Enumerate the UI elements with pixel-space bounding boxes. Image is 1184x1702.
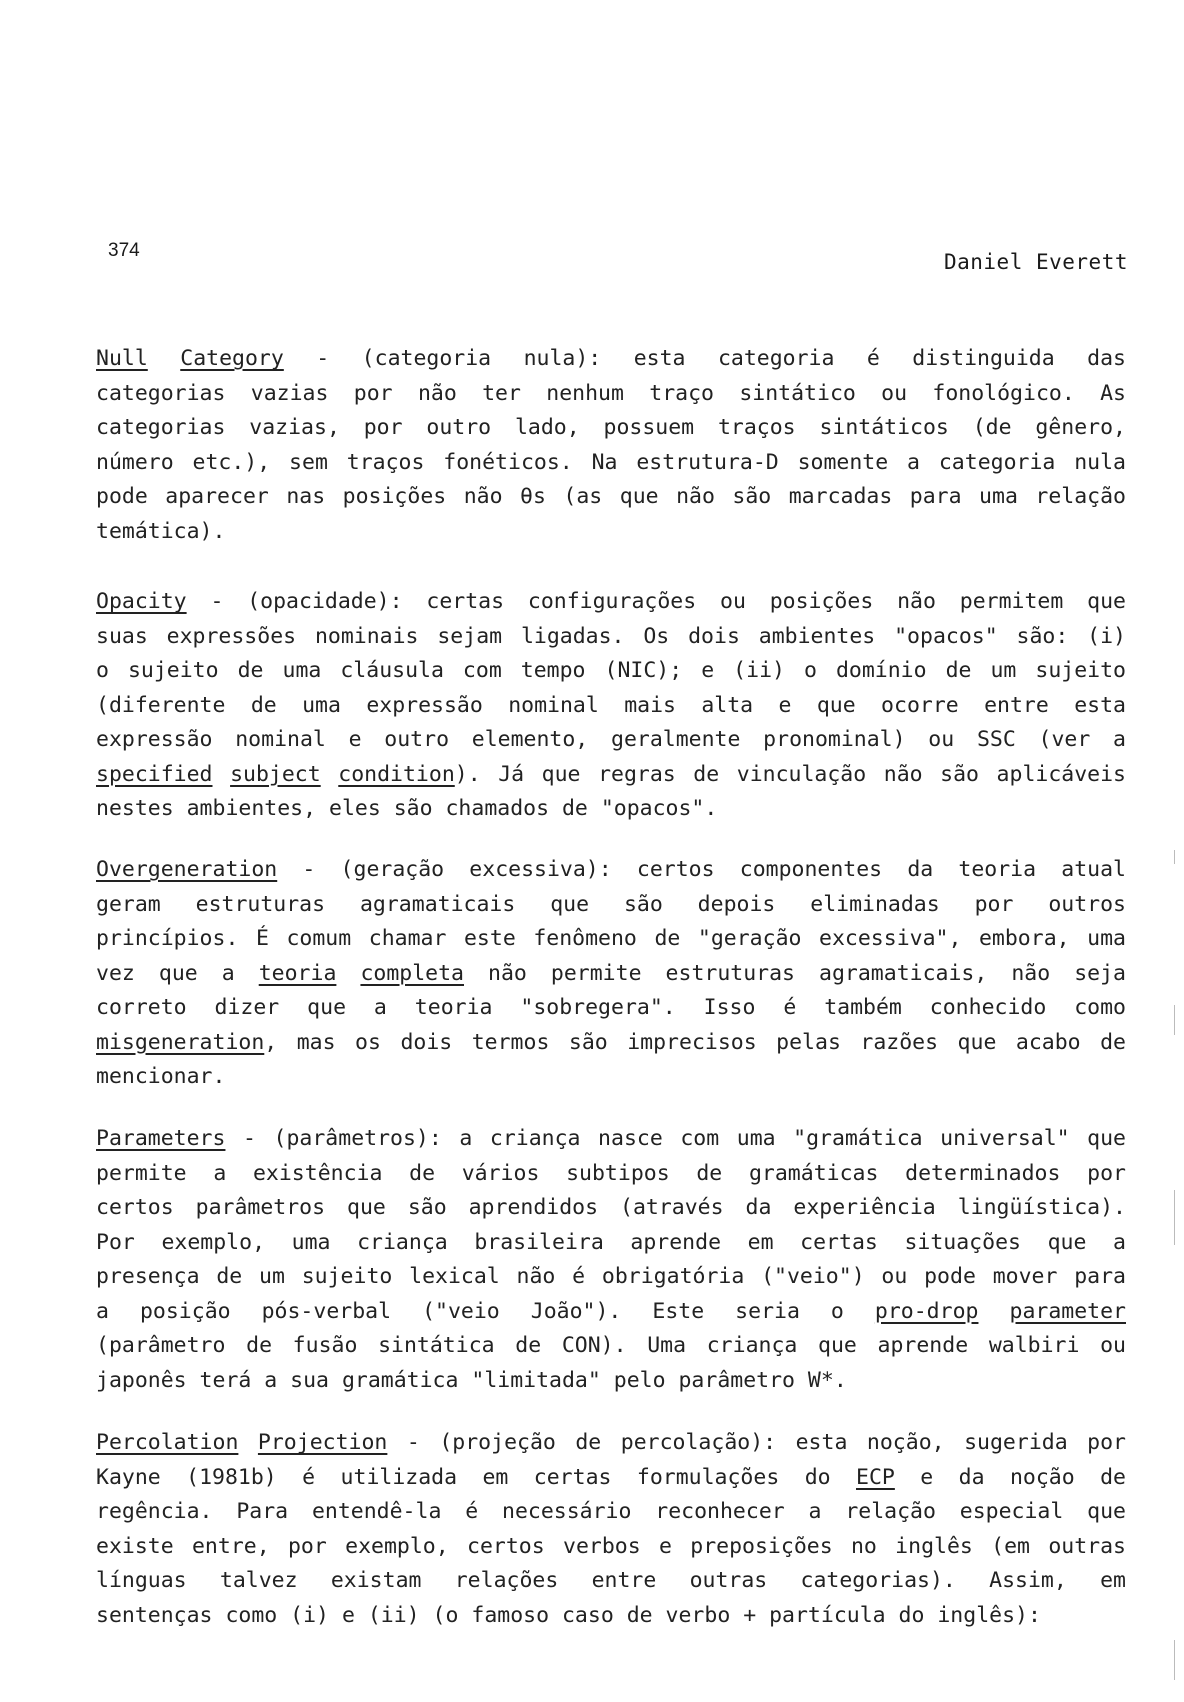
entry-text: - (projeção de percolação): esta noção, sugerida por <box>387 1430 1126 1455</box>
page-number: 374 <box>108 240 140 261</box>
cross-reference: pro-drop <box>874 1298 979 1324</box>
entry-line: número etc.), sem traços fonéticos. Na estrutura-D somente a categoria nula <box>96 449 1126 475</box>
entry-line <box>96 1426 1126 1461</box>
entry-line: línguas talvez existam relações entre outras categorias). Assim, em <box>96 1568 1126 1593</box>
cross-reference: condition <box>338 761 455 787</box>
cross-reference: misgeneration <box>96 1029 265 1055</box>
glossary-term: Overgeneration <box>96 857 278 882</box>
entry-line: correto dizer que a teoria "sobregera". Isso é também conhecido como <box>96 995 1126 1020</box>
entry-text: - (parâmetros): a criança nasce com uma "gramática universal" que <box>225 1126 1126 1151</box>
glossary-term: Opacity <box>96 589 187 614</box>
glossary-entry-null-category <box>96 342 1126 549</box>
cross-reference: parameter <box>1009 1298 1126 1324</box>
entry-line: (diferente de uma expressão nominal mais alta e que ocorre entre esta <box>96 692 1126 718</box>
entry-line <box>96 1461 1126 1496</box>
glossary-entry-overgeneration <box>96 853 1126 1095</box>
entry-text: - (categoria nula): esta categoria é distinguida das <box>283 346 1126 371</box>
glossary-term: Parameters <box>96 1126 226 1151</box>
scan-margin-mark <box>1174 1005 1175 1035</box>
entry-line: pode aparecer nas posições não θs (as que não são marcadas para uma relação <box>96 484 1126 509</box>
entry-line: temática). <box>96 518 226 544</box>
entry-line: permite a existência de vários subtipos de gramáticas determinados por <box>96 1160 1126 1186</box>
entry-line: (parâmetro de fusão sintática de CON). Uma criança que aprende walbiri ou <box>96 1333 1126 1358</box>
entry-line: suas expressões nominais sejam ligadas. Os dois ambientes "opacos" são: (i) <box>96 623 1126 649</box>
cross-reference: completa <box>360 960 464 986</box>
cross-reference: specified <box>96 761 213 787</box>
entry-text: não permite estruturas agramaticais, não seja <box>464 960 1126 986</box>
entry-line <box>96 1122 1126 1157</box>
entry-line: nestes ambientes, eles são chamados de "opacos". <box>96 796 718 821</box>
cross-reference: ECP <box>856 1464 895 1490</box>
entry-text: , mas os dois termos são imprecisos pelas razões que acabo de <box>264 1029 1126 1055</box>
entry-line: japonês terá a sua gramática "limitada" pelo parâmetro W*. <box>96 1367 847 1393</box>
glossary-term: Percolation <box>96 1430 239 1455</box>
entry-line: sentenças como (i) e (ii) (o famoso caso de verbo + partícula do inglês): <box>96 1602 1041 1628</box>
entry-line <box>96 342 1126 377</box>
entry-line: o sujeito de uma cláusula com tempo (NIC); e (ii) o domínio de um sujeito <box>96 658 1126 683</box>
glossary-term: Category <box>180 346 284 371</box>
entry-line <box>96 1026 1126 1061</box>
entry-line <box>96 853 1126 888</box>
entry-line: expressão nominal e outro elemento, geralmente pronominal) ou SSC (ver a <box>96 727 1126 752</box>
glossary-term: Projection <box>257 1430 388 1455</box>
entry-line: princípios. É comum chamar este fenômeno de "geração excessiva", embora, uma <box>96 926 1126 951</box>
entry-line <box>96 957 1126 992</box>
entry-text: e da noção de <box>894 1464 1127 1490</box>
scan-margin-mark <box>1174 1640 1175 1680</box>
entry-line: categorias vazias por não ter nenhum traço sintático ou fonológico. As <box>96 380 1126 406</box>
entry-line <box>96 585 1126 620</box>
entry-text: Kayne (1981b) é utilizada em certas formulações do <box>96 1464 857 1490</box>
entry-text: vez que a <box>96 960 259 986</box>
entry-line: categorias vazias, por outro lado, possuem traços sintáticos (de gênero, <box>96 415 1126 440</box>
glossary-entry-parameters <box>96 1122 1126 1398</box>
glossary-term: Null <box>96 346 148 371</box>
entry-line: mencionar. <box>96 1064 226 1089</box>
scan-margin-mark <box>1174 850 1175 864</box>
entry-text: ). Já que regras de vinculação não são aplicáveis <box>454 761 1127 787</box>
entry-line: presença de um sujeito lexical não é obrigatória ("veio") ou pode mover para <box>96 1264 1126 1289</box>
entry-line <box>96 1295 1126 1330</box>
entry-line: geram estruturas agramaticais que são depois eliminadas por outros <box>96 891 1126 917</box>
cross-reference: subject <box>230 761 321 787</box>
entry-text: - (geração excessiva): certos componentes da teoria atual <box>277 857 1126 882</box>
entry-text: - (opacidade): certas configurações ou posições não permitem que <box>186 589 1126 614</box>
entry-line: regência. Para entendê-la é necessário reconhecer a relação especial que <box>96 1499 1126 1524</box>
cross-reference: teoria <box>258 960 337 986</box>
scan-margin-mark <box>1174 1190 1175 1245</box>
running-head-author: Daniel Everett <box>943 250 1128 274</box>
entry-line: Por exemplo, uma criança brasileira aprende em certas situações que a <box>96 1229 1126 1255</box>
entry-line <box>96 758 1126 793</box>
glossary-entry-opacity <box>96 585 1126 827</box>
entry-text: a posição pós-verbal ("veio João"). Este seria o <box>96 1298 875 1324</box>
glossary-entry-percolation-projection <box>96 1426 1126 1633</box>
entry-line: existe entre, por exemplo, certos verbos e preposições no inglês (em outras <box>96 1533 1126 1559</box>
entry-line: certos parâmetros que são aprendidos (através da experiência lingüística). <box>96 1195 1126 1220</box>
